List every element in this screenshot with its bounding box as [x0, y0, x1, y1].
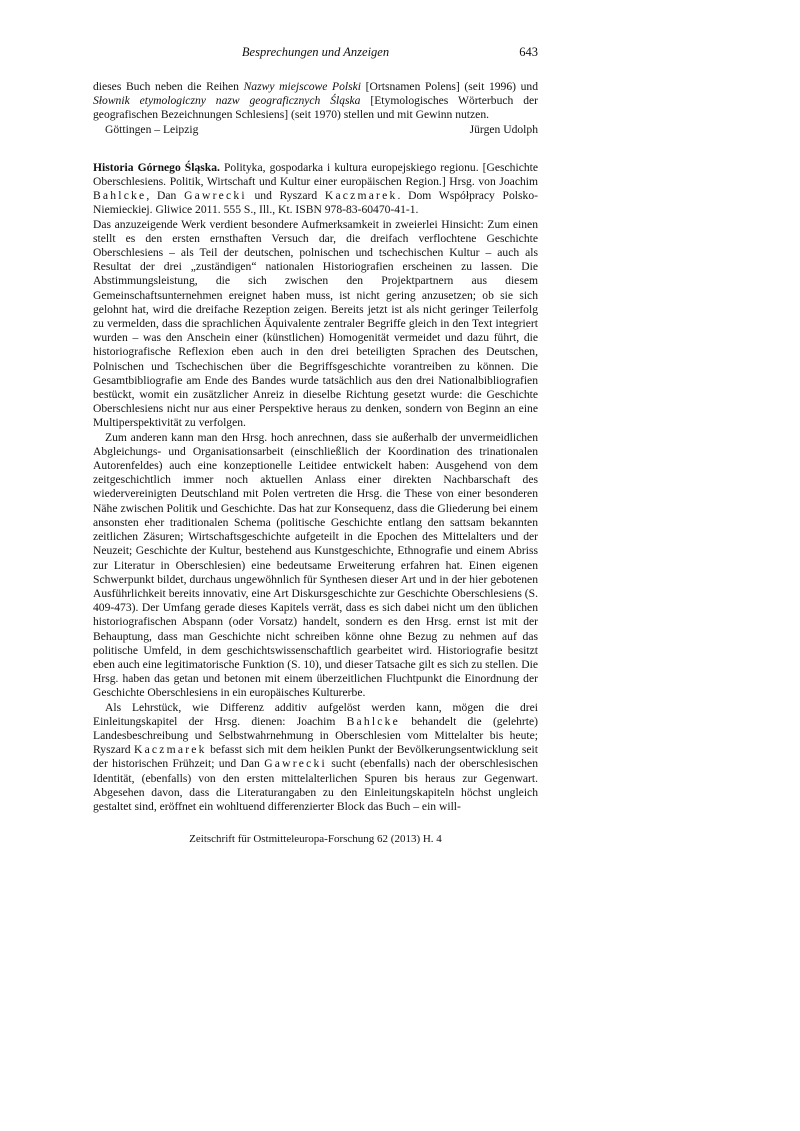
text-segment: behandelt die (gelehrte) Landesbeschreibung und Selbstwahrnehmung in Oberschlesien vom Mittelalter bis heute; Ryszard: [93, 714, 539, 757]
review-paragraph-2: Zum anderen kann man den Hrsg. hoch anrechnen, dass sie außerhalb der unvermeidlichen Abgleichungs- und Organisationsarbeit (einschließlich der Koordination des trinationalen Autorenfeldes) auch eine konzeptionelle Leitidee entwickelt haben: Ausgehend von dem zeitgeschichtlich immer noch aktuellen Anlass einer direkten Nachbarschaft des wiedervereinigten Deutschland mit Polen vertreten die Hrsg. die These von einer besonderen Nähe zwischen Politik und Geschichte. Das hat zur Konsequenz, dass die Gliederung bei einem ansonsten eher traditionalen Schema (politische Geschichte entlang den sattsam bekannten zeitlichen Zäsuren; Wirtschaftsgeschichte aufgeteilt in die Epochen des Mittelalters und der Neuzeit; Geschichte der Kultur, bestehend aus Kunstgeschichte, Ethnografie und einem Abriss zur Literatur in Oberschlesien) eine bedeutsame Erweiterung erfahren hat. Einen eigenen Schwerpunkt bildet, durchaus ungewöhnlich für Synthesen dieser Art und in der hier gebotenen Ausführlichkeit bereits innovativ, eine Art Diskursgeschichte zur Geschichte Oberschlesiens (S. 409-473). Der Umfang gerade dieses Kapitels verrät, dass es sich dabei nicht um den üblichen historiografischen Abspann (oder Vorsatz) handelt, sondern es den Hrsg. ernst ist mit der Behauptung, dass man Geschichte nicht schreiben könne ohne Bezug zu nehmen auf das politische Umfeld, in dem geschichtswissenschaftlich gearbeitet wird. Historiografie besitzt eben auch eine legitimatorische Funktion (S. 10), und dieser Tatsache gilt es sich zu stellen. Die Hrsg. haben das getan und betonen mit einem überzeitlichen Fluchtpunkt die Einordnung der Geschichte Oberschlesiens in ein europäisches Kulturerbe.: [93, 430, 538, 700]
text-segment: Als Lehrstück, wie Differenz additiv aufgelöst werden kann, mögen die drei Einleitungskapitel der Hrsg. dienen: Joachim: [93, 700, 538, 728]
series-title-nazwy: Nazwy miejscowe Polski: [243, 80, 362, 93]
text-segment: [Etymologisches Wörterbuch der geografischen Bezeichnungen Schlesiens] (seit 1970) stellen und mit Gewinn nutzen.: [93, 94, 538, 122]
series-title-slownik: Słownik etymologiczny nazw geograficznych Śląska: [93, 94, 361, 108]
book-title: Historia Górnego Śląska.: [93, 160, 220, 174]
text-segment: . Dom Współpracy Polsko-Niemieckiej. Gliwice 2011. 555 S., Ill., Kt. ISBN 978-83-60470-41-1.: [93, 189, 538, 217]
editor-name: Kaczmarek: [324, 189, 398, 203]
reviewer-signature: [93, 123, 538, 137]
author-name: Gawrecki: [264, 757, 327, 771]
text-segment: dieses Buch neben die Reihen: [93, 80, 244, 93]
text-segment: befasst sich mit dem heiklen Punkt der Bevölkerungsentwicklung seit der historischen Frühzeit; und Dan: [93, 743, 538, 771]
author-name: Bahlcke: [346, 714, 400, 728]
editor-name: Gawrecki: [184, 189, 247, 203]
text-segment: Polityka, gospodarka i kultura europejskiego regionu. [Geschichte Oberschlesiens. Politik, Wirtschaft und Kultur einer europäischen Region.] Hrsg. von Joachim: [93, 160, 538, 189]
running-header: [93, 45, 538, 61]
review-paragraph-3: [93, 701, 538, 815]
reviewer-place: Göttingen – Leipzig: [105, 122, 199, 136]
text-segment: und Ryszard: [246, 189, 325, 203]
journal-page: [93, 0, 538, 1131]
text-segment: , Dan: [146, 189, 185, 203]
page-number: 643: [519, 45, 538, 59]
text-segment: [Ortsnamen Polens] (seit 1996) und: [361, 80, 539, 93]
reviewer-name: Jürgen Udolph: [469, 122, 538, 136]
review-paragraph-1: Das anzuzeigende Werk verdient besondere Aufmerksamkeit in zweierlei Hinsicht: Zum einen stellt es den ersten ernsthaften Versuch dar, die dreifach verflochtene Geschichte Oberschlesiens – als Teil der deutschen, polnischen und tschechischen Kultur – auch als Resultat der drei „zuständigen“ nationalen Historiografien erscheinen zu lassen. Die Abstimmungsleistung, die sich zwischen den Projektpartnern aus diesem Gemeinschaftsunternehmen ereignet haben muss, ist nicht gering anzusetzen; ob sie sich gelohnt hat, wird die dreifache Rezeption zeigen. Bereits jetzt ist als nicht geringer Teilerfolg zu vermelden, dass die sprachlichen Äquivalente zentraler Begriffe gleich in den Text integriert wurden – was den Anschein einer (künstlichen) Homogenität vermeidet und dazu führt, die historiografische Reflexion eben auch in den drei beteiligten Sprachen des Deutschen, Polnischen und Tschechischen über die Begriffsgeschichte vorantreiben zu können. Die Gesamtbibliografie am Ende des Bandes wurde tatsächlich aus den drei Nationalbibliografien bestückt, womit ein zusätzlicher Anreiz in dieselbe Richtung gesetzt wurde: die Geschichte Oberschlesiens nicht nur aus einer Perspektive heraus zu denken, sondern von Beginn an eine Multiperspektivität zu verfolgen.: [93, 217, 538, 430]
previous-review-ending: [93, 80, 538, 123]
running-title: Besprechungen und Anzeigen: [241, 45, 390, 59]
article-body: [93, 80, 538, 814]
journal-footer: Zeitschrift für Ostmitteleuropa-Forschung 62 (2013) H. 4: [189, 833, 442, 845]
text-segment: sucht (ebenfalls) nach der oberschlesischen Identität, (ebenfalls) von den ersten mittelalterlichen Spuren bis heraus zur Gegenwart. Abgesehen davon, dass die Literaturangaben zu den Einleitungskapiteln höchst ungleich gestaltet sind, eröffnet ein wohltuend differenzierter Block das Buch – ein will-: [93, 757, 538, 813]
bibliographic-heading: [93, 161, 538, 218]
author-name: Kaczmarek: [134, 743, 207, 757]
editor-name: Bahlcke: [93, 189, 147, 203]
